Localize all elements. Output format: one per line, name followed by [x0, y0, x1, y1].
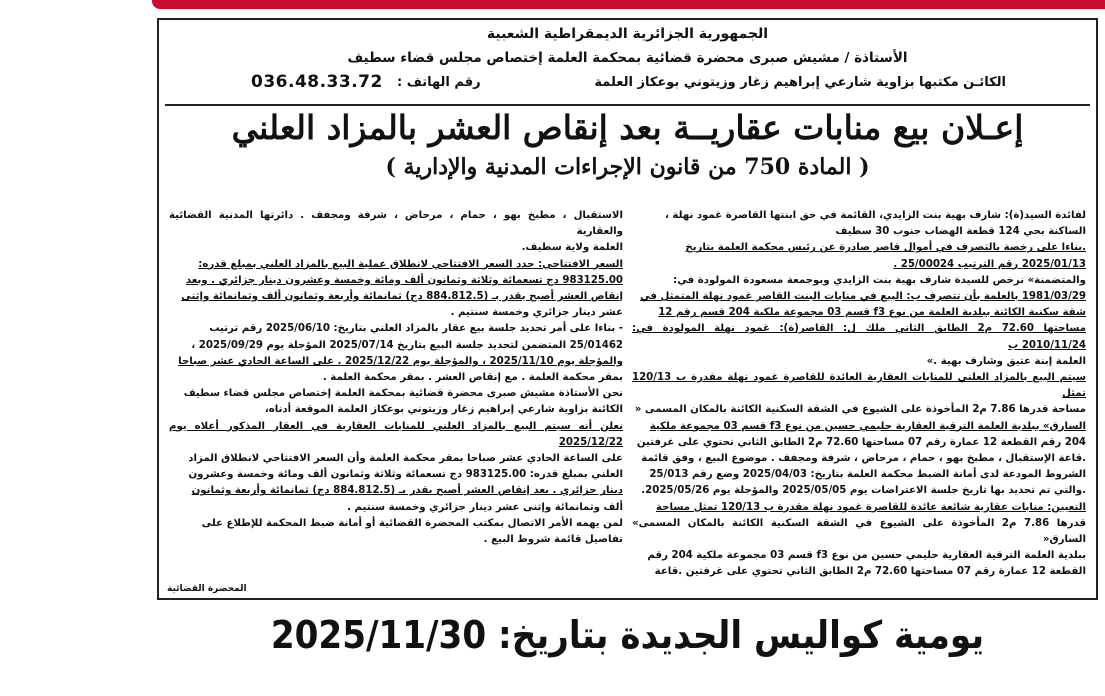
body-line: ببلدية العلمة الترقية العقارية حليمي حسين من نوع f3 قسم 03 مجموعة ملكية 204 رقم: [647, 550, 1086, 562]
body-line: والمؤجلة يوم 2025/11/10 ، والمؤجلة يوم 2025/12/22 . على الساعة الحادي عشر صباحا: [178, 355, 623, 367]
body-line: مساحتها 72.60 م2 الطابق الثاني ملك ل: القاصر(ة): غمود نهلة المولودة في: 2010/11/24 ب: [632, 323, 1087, 351]
body-line: سيتم البيع بالمزاد العلني للمنابات العقارية العائدة للقاصرة غمود نهلة مقدرة ب 120/13 تمثل: [632, 372, 1086, 400]
body-line: نعلن أنه سيتم البيع بالمزاد العلني للمنابات العقارية في العقار المذكور أعلاه يوم 2025/12/22: [169, 420, 623, 448]
body-line: التعيين: منابات عقارية شائعة عائدة للقاصرة غمود نهلة مقدرة ب 120/13 تمثل مساحة: [656, 501, 1086, 513]
body-line: قدرها 7.86 م2 المأخوذة على الشيوع في الشقة السكنية الكائنة بالمكان المسمى» السارق«: [632, 517, 1087, 546]
body-line: لمن يهمه الأمر الاتصال بمكتب المحضرة القضائية أو أمانة ضبط المحكمة للإطلاع على: [201, 517, 623, 529]
newspaper-date-banner: يومية كواليس الجديدة بتاريخ: 2025/11/30: [270, 613, 985, 657]
body-line: .والتي تم تحديد بها تاريخ جلسة الاعتراضات يوم 2025/05/05 والمؤجلة يوم 2025/05/26.: [641, 485, 1086, 497]
top-accent-bar: [152, 0, 1105, 9]
phone-number: 036.48.33.72: [251, 72, 383, 92]
body-line: والمتضمنة» نرخص للسيدة شارف بهية بنت الزايدي وبوجمعة مسعودة المولودة في:: [673, 274, 1086, 286]
notice-subtitle: ( المادة 750 من قانون الإجراءات المدنية والإدارية ): [385, 154, 870, 180]
body-line: العلمة إبنة عتيق وشارف بهية .»: [926, 355, 1086, 367]
body-line: شقة سكنية الكائنة ببلدية العلمة من نوع f3 قسم 03 مجموعة ملكية 204 قسم رقم 12: [658, 307, 1086, 319]
body-line: على الساعة الحادي عشر صباحا بمقر محكمة العلمة وأن السعر الافتتاحي لانطلاق المزاد: [188, 453, 623, 465]
header-divider: [165, 104, 1090, 106]
body-line: 983125.00 دج تسعمائة وثلاثة وثمانون ألف ومائة وخمسة وعشرون دينار جزائري . وبعد: [185, 274, 623, 286]
body-line: عشر دينار جزائري وخمسة سنتيم .: [450, 307, 623, 319]
body-line: إنقاص العشر أصبح يقدر بـ (884.812.5 دج) ثمانمائة وأربعة وثمانون ألف وثمانمائة وإثنى: [181, 291, 623, 303]
signature-label: المحضرة القضائية: [167, 584, 247, 594]
office-address: الكائـن مكتبها بزاوية شارعي إبراهيم زغار وزيتوني بوعكاز العلمة: [594, 75, 1006, 90]
body-line: بمقر محكمة العلمة . مع إنقاص العشر . بمقر محكمة العلمة .: [322, 372, 623, 384]
body-line: مساحة قدرها 7.86 م2 المأخوذة على الشيوع في الشقة السكنية الكائنة بالمكان المسمى «: [634, 404, 1086, 416]
body-line: السارق» ببلدية العلمة الترقية العقارية حليمي حسين من نوع f3 قسم 03 مجموعة ملكية: [649, 420, 1086, 432]
bailiff-line: الأستاذة / مشيش صبرى محضرة قضائية بمحكمة العلمة إختصاص مجلس قضاء سطيف: [347, 50, 908, 66]
body-line: الساكنة بحي 124 قطعة الهضاب جنوب 30 سطيف: [835, 226, 1086, 238]
body-line: .بناءا على رخصة بالتصرف في أموال قاصر صادرة عن رئيس محكمة العلمة بتاريخ: [685, 242, 1086, 254]
body-line: السعر الافتتاحي: حدد السعر الافتتاحي لانطلاق عملية البيع بالمزاد العلني بمبلغ قدره:: [198, 258, 623, 270]
legal-notice-frame: [157, 18, 1098, 600]
notice-body-right-column: [632, 208, 1086, 581]
body-line: الكائنة بزاوية شارعي إبراهيم زغار وزيتوني بوعكاز العلمة الموقعة أدناه،: [264, 404, 623, 416]
body-line: دينار جزائري . بعد إنقاص العشر أصبح يقدر بـ (884.812.5 دج) ثمانمائة وأربعة وثمانون: [191, 485, 623, 497]
body-line: لفائدة السيد(ة): شارف بهية بنت الزايدي، القائمة في حق ابنتها القاصرة غمود نهلة ،: [664, 210, 1086, 221]
body-line: 25/01462 المتضمن لتحديد جلسة البيع بتاريخ 2025/07/14 المؤجلة يوم 2025/09/29 ،: [191, 339, 623, 351]
body-line: تفاصيل قائمة شروط البيع .: [483, 534, 623, 546]
body-line: - بناءا على أمر تحديد جلسة بيع عقار بالمزاد العلني بتاريخ: 2025/06/10 رقم ترتيب: [209, 323, 623, 335]
republic-heading: الجمهورية الجزائرية الديمقراطية الشعبية: [486, 26, 769, 42]
body-line: 1981/03/29 بالعلمة بأن تتصرف ب: البيع في منابات البنت القاصر غمود نهلة المتمثل في: [640, 291, 1086, 303]
body-line: .قاعة الإستقبال ، مطبخ بهو ، حمام ، مرحاض ، شرفة ومجفف . موضوع البيع ، وفق قائمة: [641, 453, 1086, 465]
body-line: نحن الأستاذة مشيش صبرى محضرة قضائية بمحكمة العلمة إختصاص مجلس قضاء سطيف: [183, 388, 623, 400]
body-line: الشروط المودعة لدى أمانة الضبط محكمة العلمة بتاريخ: 2025/04/03 وضع رقم 25/013: [649, 469, 1086, 481]
body-line: القطعة 12 عمارة رقم 07 مساحتها 72.60 م2 الطابق الثاني تحتوي على غرفتين .قاعة: [654, 566, 1086, 578]
body-line: العلمة ولاية سطيف.: [521, 242, 623, 254]
body-line: 204 رقم القطعة 12 عمارة رقم 07 مساحتها 72.60 م2 الطابق الثاني تحتوي على غرفتين: [636, 436, 1086, 448]
notice-title: إعـلان بيع منابات عقاريــة بعد إنقاص العشر بالمزاد العلني: [231, 108, 1024, 147]
body-line: العلني بمبلغ قدره: 983125.00 دج تسعمائة وثلاثة وثمانون ألف ومائة وخمسة وعشرون: [188, 469, 623, 481]
phone-label: رقم الهاتف :: [397, 75, 481, 90]
body-line: ألف وثمانمائة وإثنى عشر دينار جزائري وخمسة سنتيم .: [347, 501, 623, 513]
body-line: الاستقبال ، مطبخ بهو ، حمام ، مرحاض ، شرفة ومجفف . دائرتها المدنية القضائية والعقارية: [169, 210, 623, 238]
notice-body-left-column: [169, 208, 623, 548]
body-line: 2025/01/13 رقم الترتيب 25/00024 .: [893, 258, 1086, 270]
